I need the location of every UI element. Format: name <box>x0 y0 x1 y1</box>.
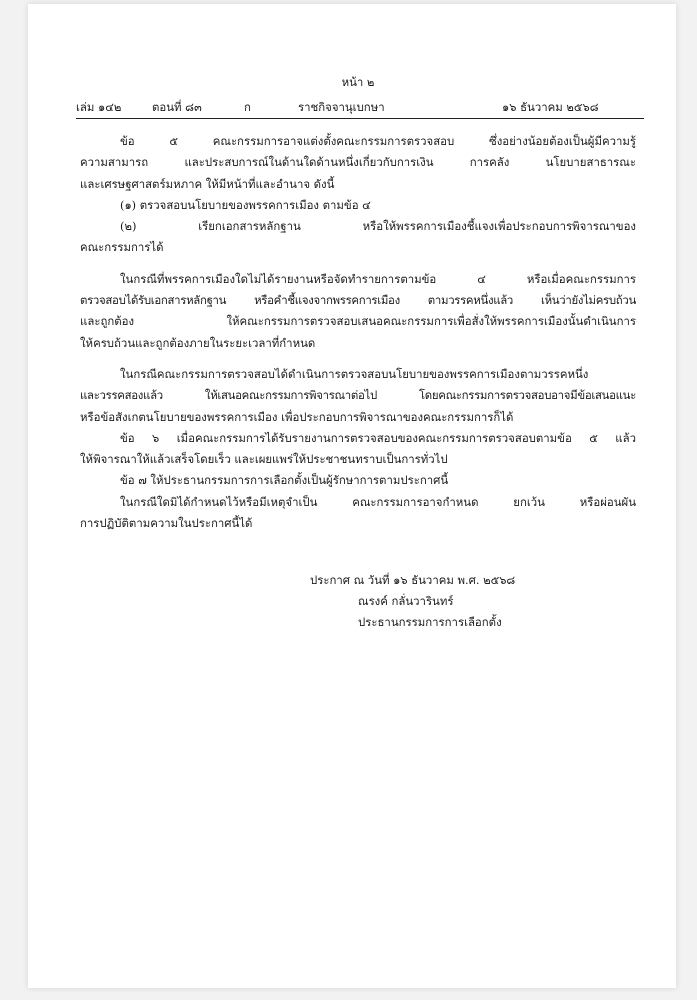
announcement-date: ประกาศ ณ วันที่ ๑๖ ธันวาคม พ.ศ. ๒๕๖๘ <box>310 573 516 587</box>
header-issue: ตอนที่ ๘๓ <box>152 100 202 114</box>
body-line: ข้อ ๖ เมื่อคณะกรรมการได้รับรายงานการตรวจสอบของคณะกรรมการตรวจสอบตามข้อ ๕ แล้ว <box>120 430 636 445</box>
body-line: ในกรณีที่พรรคการเมืองใดไม่ได้รายงานหรือจัดทำรายการตามข้อ ๔ หรือเมื่อคณะกรรมการ <box>120 271 636 286</box>
body-line: ให้ครบถ้วนและถูกต้องภายในระยะเวลาที่กำหนด <box>80 335 316 350</box>
body-line: และถูกต้อง ให้คณะกรรมการตรวจสอบเสนอคณะกรรมการเพื่อสั่งให้พรรคการเมืองนั้นดำเนินการ <box>80 314 636 329</box>
body-line: ในกรณีคณะกรรมการตรวจสอบได้ดำเนินการตรวจสอบนโยบายของพรรคการเมืองตามวรรคหนึ่ง <box>120 366 589 381</box>
body-line: และเศรษฐศาสตร์มหภาค ให้มีหน้าที่และอำนาจ ดังนี้ <box>80 176 335 191</box>
signatory-name: ณรงค์ กลั่นวารินทร์ <box>358 594 454 608</box>
header-section: ก <box>244 100 251 114</box>
body-line: (๑) ตรวจสอบนโยบายของพรรคการเมือง ตามข้อ ๔ <box>120 197 371 212</box>
body-line: (๒) เรียกเอกสารหลักฐาน หรือให้พรรคการเมืองชี้แจงเพื่อประกอบการพิจารณาของ <box>120 219 636 234</box>
body-line: ให้พิจารณาให้แล้วเสร็จโดยเร็ว และเผยแพร่ให้ประชาชนทราบเป็นการทั่วไป <box>80 452 448 467</box>
body-line: ความสามารถ และประสบการณ์ในด้านใดด้านหนึ่งเกี่ยวกับการเงิน การคลัง นโยบายสาธารณะ <box>80 155 636 170</box>
body-line: และวรรคสองแล้ว ให้เสนอคณะกรรมการพิจารณาต่อไป โดยคณะกรรมการตรวจสอบอาจมีข้อเสนอแนะ <box>80 388 636 403</box>
body-line: ในกรณีใดมิได้กำหนดไว้หรือมีเหตุจำเป็น คณะกรรมการอาจกำหนด ยกเว้น หรือผ่อนผัน <box>120 494 636 509</box>
header-divider <box>76 118 644 119</box>
document-page <box>28 4 676 988</box>
body-line: ข้อ ๕ คณะกรรมการอาจแต่งตั้งคณะกรรมการตรวจสอบ ซึ่งอย่างน้อยต้องเป็นผู้มีความรู้ <box>120 134 636 148</box>
header-date: ๑๖ ธันวาคม ๒๕๖๘ <box>502 100 599 114</box>
signatory-title: ประธานกรรมการการเลือกตั้ง <box>358 615 502 629</box>
signature-block <box>310 572 630 635</box>
page-number: หน้า ๒ <box>341 75 375 89</box>
header-publication: ราชกิจจานุเบกษา <box>298 100 385 114</box>
body-line: ข้อ ๗ ให้ประธานกรรมการการเลือกตั้งเป็นผู้รักษาการตามประกาศนี้ <box>120 473 449 488</box>
body-line: หรือข้อสังเกตนโยบายของพรรคการเมือง เพื่อประกอบการพิจารณาของคณะกรรมการก็ได้ <box>80 409 514 424</box>
document-body <box>80 133 636 536</box>
header-volume: เล่ม ๑๔๒ <box>76 100 122 114</box>
body-line: การปฏิบัติตามความในประกาศนี้ได้ <box>80 516 253 531</box>
body-line: ตรวจสอบได้รับเอกสารหลักฐาน หรือคำชี้แจงจากพรรคการเมือง ตามวรรคหนึ่งแล้ว เห็นว่ายังไม่ครบถ้วน <box>80 293 636 308</box>
body-line: คณะกรรมการได้ <box>80 240 164 255</box>
